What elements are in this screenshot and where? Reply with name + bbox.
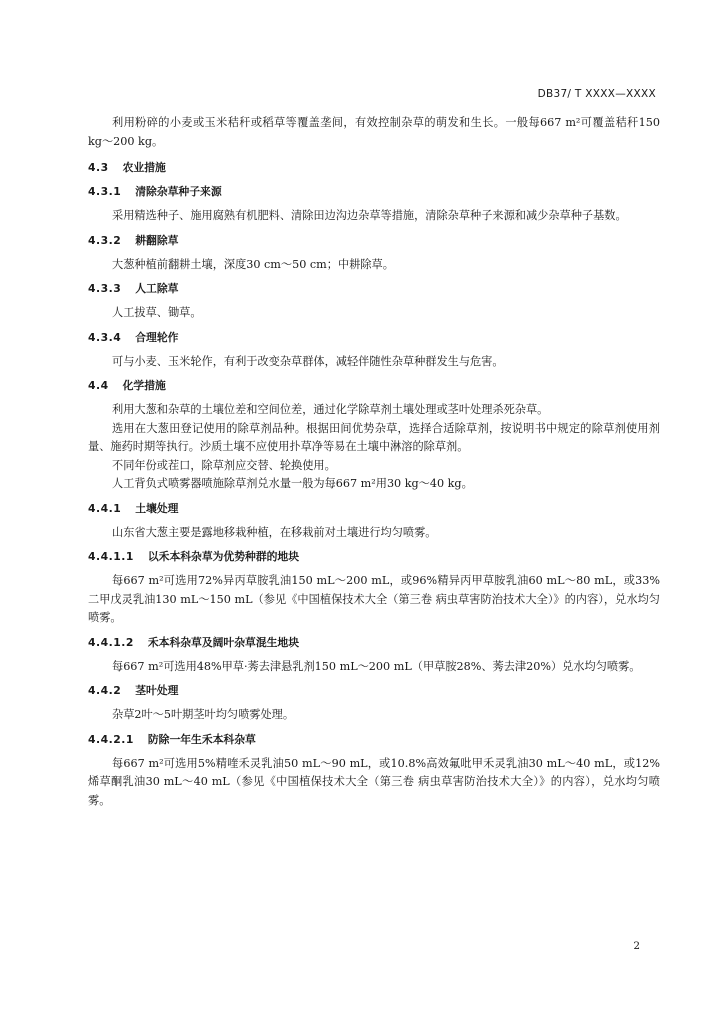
section-title: 茎叶处理 bbox=[135, 684, 179, 697]
section-number: 4.4.2.1 bbox=[88, 732, 134, 746]
section-title: 化学措施 bbox=[122, 379, 166, 392]
section-heading bbox=[88, 731, 660, 749]
section-title: 禾本科杂草及阔叶杂草混生地块 bbox=[147, 635, 300, 649]
paragraph: 利用粉碎的小麦或玉米秸秆或稻草等覆盖垄间，有效控制杂草的萌发和生长。一般每667 m²可覆盖秸秆150 kg～200 kg。 bbox=[88, 116, 660, 148]
section-number: 4.3.4 bbox=[88, 330, 122, 344]
section-heading bbox=[88, 329, 660, 347]
section-title: 防除一年生禾本科杂草 bbox=[147, 732, 256, 746]
section-number: 4.4.1 bbox=[88, 501, 122, 515]
paragraph: 采用精选种子、施用腐熟有机肥料、清除田边沟边杂草等措施，清除杂草种子来源和减少杂草种子基数。 bbox=[112, 209, 627, 222]
section-number: 4.4.1.1 bbox=[88, 550, 134, 563]
section-heading bbox=[88, 377, 660, 395]
section-title: 农业措施 bbox=[122, 161, 166, 174]
paragraph: 利用大葱和杂草的土壤位差和空间位差，通过化学除草剂土壤处理或茎叶处理杀死杂草。 bbox=[112, 403, 549, 416]
paragraph: 每667 m²可选用72%异丙草胺乳油150 mL～200 mL，或96%精异丙甲草胺乳油60 mL～80 mL，或33%二甲戊灵乳油130 mL～150 mL（参见《中国植保技术大全（第三卷 病虫草害防治技术大全）》的内容），兑水均匀喷雾。 bbox=[88, 574, 660, 624]
section-heading bbox=[88, 634, 660, 652]
paragraph: 每667 m²可选用5%精喹禾灵乳油50 mL～90 mL，或10.8%高效氟吡甲禾灵乳油30 mL～40 mL，或12%烯草酮乳油30 mL～40 mL（参见《中国植保技术大全（第三卷 病虫草害防治技术大全）》的内容），兑水均匀喷雾。 bbox=[88, 756, 660, 807]
section-number: 4.4.1.2 bbox=[88, 635, 134, 649]
section-heading bbox=[88, 548, 660, 566]
paragraph: 大葱种植前翻耕土壤，深度30 cm～50 cm；中耕除草。 bbox=[112, 257, 394, 271]
section-number: 4.3 bbox=[88, 161, 109, 174]
section-number: 4.4 bbox=[88, 379, 109, 392]
section-number: 4.3.2 bbox=[88, 233, 122, 247]
section-title: 清除杂草种子来源 bbox=[135, 185, 222, 198]
section-number: 4.3.3 bbox=[88, 282, 122, 295]
document-body bbox=[88, 114, 660, 810]
section-number: 4.3.1 bbox=[88, 185, 122, 198]
paragraph: 选用在大葱田登记使用的除草剂品种。根据田间优势杂草，选择合适除草剂，按说明书中规定的除草剂使用剂量、施药时期等执行。沙质土壤不应使用扑草净等易在土壤中淋溶的除草剂。 bbox=[88, 421, 660, 453]
section-heading bbox=[88, 280, 660, 298]
section-title: 人工除草 bbox=[135, 282, 179, 295]
section-title: 以禾本科杂草为优势种群的地块 bbox=[147, 550, 300, 563]
section-heading bbox=[88, 682, 660, 700]
paragraph: 每667 m²可选用48%甲草·莠去津悬乳剂150 mL～200 mL（甲草胺28%、莠去津20%）兑水均匀喷雾。 bbox=[112, 659, 641, 673]
section-title: 耕翻除草 bbox=[135, 233, 179, 247]
paragraph: 人工拔草、锄草。 bbox=[112, 306, 202, 319]
document-code: DB37/ T XXXX—XXXX bbox=[537, 88, 656, 100]
paragraph: 杂草2叶～5叶期茎叶均匀喷雾处理。 bbox=[112, 708, 295, 721]
section-heading bbox=[88, 232, 660, 250]
paragraph: 不同年份或茬口，除草剂应交替、轮换使用。 bbox=[112, 458, 336, 472]
section-heading bbox=[88, 159, 660, 177]
section-title: 合理轮作 bbox=[135, 330, 179, 344]
section-number: 4.4.2 bbox=[88, 684, 122, 697]
paragraph: 人工背负式喷雾器喷施除草剂兑水量一般为每667 m²用30 kg～40 kg。 bbox=[112, 477, 473, 490]
section-title: 土壤处理 bbox=[135, 501, 179, 515]
page-number: 2 bbox=[633, 940, 640, 952]
paragraph: 山东省大葱主要是露地移栽种植，在移栽前对土壤进行均匀喷雾。 bbox=[112, 525, 437, 539]
section-heading bbox=[88, 183, 660, 201]
paragraph: 可与小麦、玉米轮作，有利于改变杂草群体，减轻伴随性杂草种群发生与危害。 bbox=[112, 354, 504, 368]
section-heading bbox=[88, 500, 660, 518]
